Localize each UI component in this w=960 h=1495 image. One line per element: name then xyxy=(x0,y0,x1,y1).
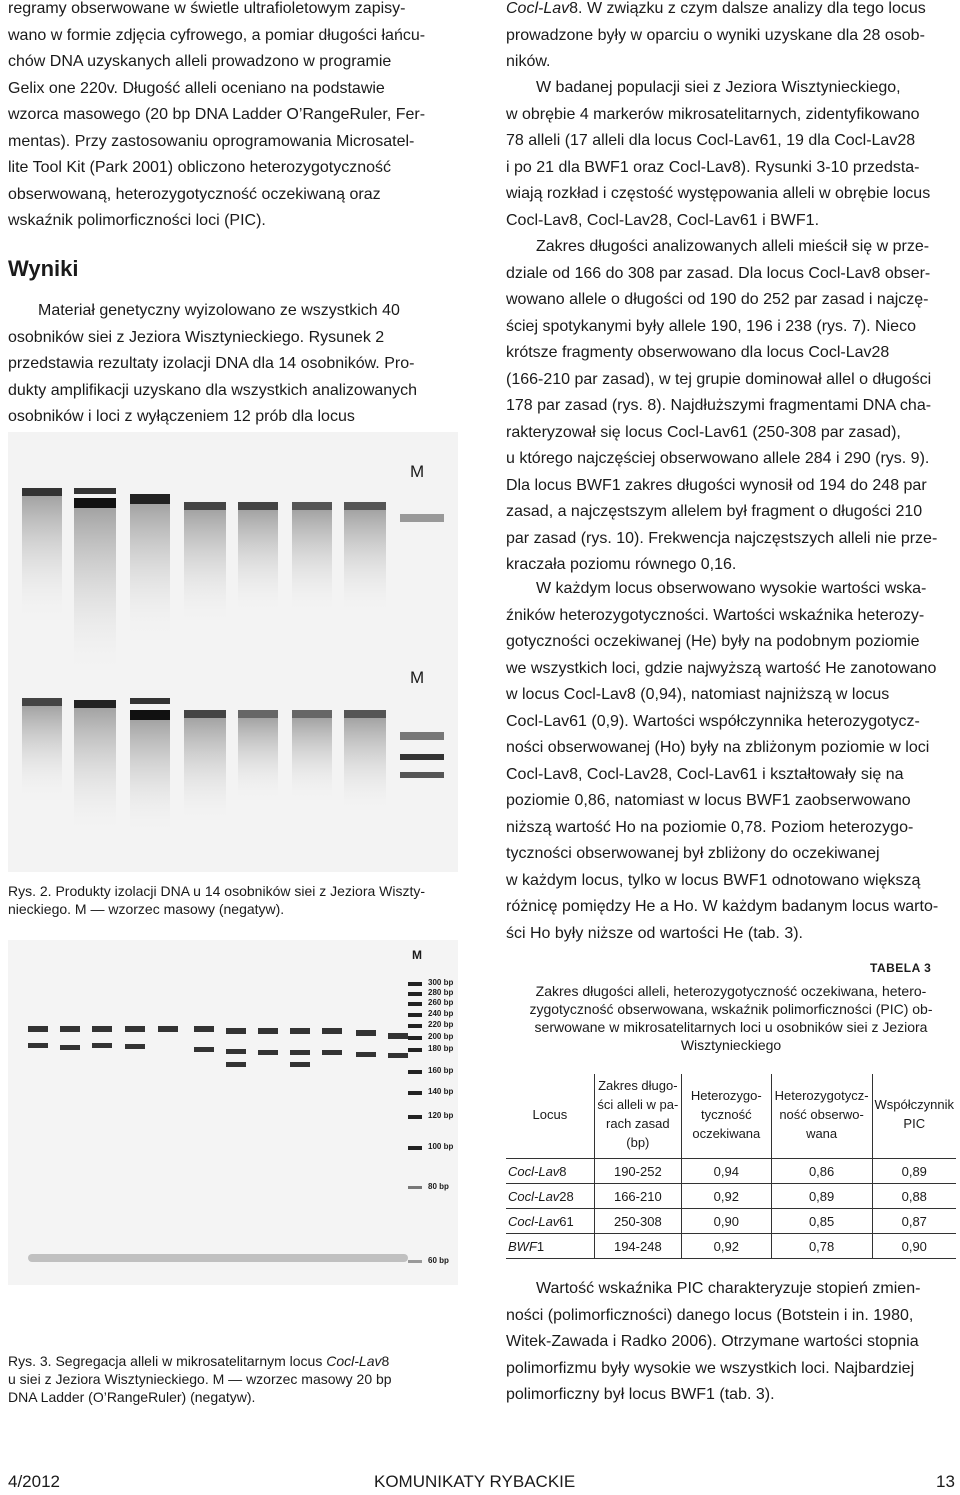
section-heading-wyniki: Wyniki xyxy=(8,256,79,281)
ladder-label: 140 bp xyxy=(428,1087,454,1096)
figure2-marker-bottom: M xyxy=(410,668,425,687)
table-row xyxy=(506,1209,956,1234)
table3-cell-range: 190-252 xyxy=(594,1159,681,1184)
continuation-locus: Cocl-Lav xyxy=(506,0,570,17)
figure3-caption-locus: Cocl-Lav xyxy=(326,1353,382,1369)
figure3-caption-prefix: Rys. 3. Segregacja alleli w mikrosatelitarnym locus xyxy=(8,1353,327,1369)
ladder-label: 300 bp xyxy=(428,978,454,987)
continuation-paragraph xyxy=(506,0,954,76)
figure3-gel-image xyxy=(8,940,458,1285)
figure2-caption: Rys. 2. Produkty izolacji DNA u 14 osobników siei z Jeziora Wiszty- nieckiego. M — wzorzec masowy (negatyw). xyxy=(8,883,426,917)
locus-name: Cocl-Lav xyxy=(508,1188,560,1204)
locus-name: Cocl-Lav xyxy=(508,1163,560,1179)
continuation-text: . W związku z czym dalsze analizy dla tego locus prowadzone były w oparciu o wyniki uzyskane dla 28 osob- ników. xyxy=(506,0,926,70)
table3-cell-pic: 0,88 xyxy=(872,1184,956,1209)
table3-cell-locus xyxy=(506,1159,594,1184)
ladder-label: 80 bp xyxy=(428,1182,449,1191)
figure2-gel-image xyxy=(8,432,458,872)
table3-cell-he: 0,90 xyxy=(681,1209,771,1234)
table-row xyxy=(506,1184,956,1209)
table3-cell-pic: 0,87 xyxy=(872,1209,956,1234)
figure3-caption-rest: u siei z Jeziora Wisztynieckiego. M — wzorzec masowy 20 bp DNA Ladder (O’RangeRuler) (negatyw). xyxy=(8,1371,392,1405)
figure3-marker: M xyxy=(412,948,422,962)
ladder-label: 200 bp xyxy=(428,1032,454,1041)
table-row xyxy=(506,1234,956,1259)
table3-cell-ho: 0,89 xyxy=(771,1184,872,1209)
intro-paragraph: regramy obserwowane w świetle ultrafioletowym zapisy- wano w formie zdjęcia cyfrowego, a pomiar długości łańcu- chów DNA uzyskanych alleli prowadzono w programie Gelix one 220v. Długość alleli oceniano na podstawie wzorca masowego (20 bp DNA Ladder O’RangeRuler, Fer- mentas). Przy zastosowaniu oprogramowania Microsatel- lite Tool Kit (Park 2001) obliczono heterozygotyczność obserwowaną, heterozygotyczność oczekiwaną oraz wskaźnik polimorficzności loci (PIC). xyxy=(8,0,426,229)
table3-cell-he: 0,92 xyxy=(681,1184,771,1209)
table3-header-range: Zakres długo- ści alleli w pa- rach zasad (bp) xyxy=(594,1074,681,1159)
ladder-label: 160 bp xyxy=(428,1066,454,1075)
ladder-label: 180 bp xyxy=(428,1044,454,1053)
locus-number: 1 xyxy=(536,1238,545,1254)
table3-cell-range: 250-308 xyxy=(594,1209,681,1234)
footer-page-number: 13 xyxy=(936,1472,955,1491)
ladder-label: 240 bp xyxy=(428,1009,454,1018)
locus-number: 8 xyxy=(559,1163,567,1179)
table3-header-row xyxy=(506,1074,956,1159)
figure3-ladder-labels xyxy=(428,940,458,1285)
table3-cell-range: 166-210 xyxy=(594,1184,681,1209)
figure3-bottom-smear xyxy=(28,1254,408,1262)
alleles-paragraph: W badanej populacji siei z Jeziora Wisztynieckiego, w obrębie 4 markerów mikrosatelitarnych, zidentyfikowano 78 alleli (17 alleli dla locus Cocl-Lav61, 19 dla Cocl-Lav28 i po 21 dla BWF1 oraz Cocl-Lav8). Rysunki 3-10 przedsta- wiają rozkład i częstość występowania alleli w obrębie locus Cocl-Lav8, Cocl-Lav28, Cocl-Lav61 i BWF1. xyxy=(506,79,931,229)
ladder-label: 280 bp xyxy=(428,988,454,997)
heterozygosity-paragraph: W każdym locus obserwowano wysokie wartości wska- źników heterozygotyczności. Wartości wskaźnika heterozy- gotyczności oczekiwanej (He) były na podobnym poziomie we wszystkich loci, gdzie najwyższą wartość He zanotowano w locus Cocl-Lav8 (0,94), natomiast najniższą w locus Cocl-Lav61 (0,9). Wartości współczynnika heterozygotycz- ności obserwowanej (Ho) były na zbliżonym poziomie w loci Cocl-Lav8, Cocl-Lav28, Cocl-Lav61 i kształtowały się na poziomie 0,86, natomiast w locus BWF1 zaobserwowano niższą wartość Ho na poziomie 0,78. Poziom heterozygo- tyczności obserwowanej był zbliżony do oczekiwanej w każdym locus, tylko w locus BWF1 odnotowano większą różnicę pomiędzy He a Ho. W każdym badanym locus warto- ści Ho były niższe od wartości He (tab. 3). xyxy=(506,580,939,942)
table3-header-ho: Heterozygotycz- ność obserwo- wana xyxy=(771,1074,872,1159)
table3-cell-range: 194-248 xyxy=(594,1234,681,1259)
ladder-label: 260 bp xyxy=(428,998,454,1007)
locus-number: 61 xyxy=(559,1213,574,1229)
locus-name: Cocl-Lav xyxy=(508,1213,560,1229)
figure2-marker-top: M xyxy=(410,462,425,481)
allele-range-paragraph: Zakres długości analizowanych alleli mieścił się w prze- dziale od 166 do 308 par zasad. Dla locus Cocl-Lav8 obser- wowano allele o długości od 190 do 252 par zasad i najczę- ściej spotykanymi były allele 190, 196 i 238 (rys. 7). Nieco krótsze fragmenty obserwowano dla locus Cocl-Lav28 (166-210 par zasad), w tej grupie dominował allel o długości 178 par zasad (rys. 8). Najdłuższymi fragmentami DNA cha- rakteryzował się locus Cocl-Lav61 (250-308 par zasad), u którego najczęściej obserwowano allele 284 i 290 (rys. 9). Dla locus BWF1 zakres długości wynosił od 194 do 248 par zasad, a najczęstszym allelem był fragment o długości 210 par zasad (rys. 10). Frekwencja najczęstszych alleli nie prze- kraczała poziomu równego 0,16. xyxy=(506,238,938,573)
table3-cell-locus xyxy=(506,1234,594,1259)
table3-label: TABELA 3 xyxy=(870,961,932,975)
table3-cell-pic: 0,90 xyxy=(872,1234,956,1259)
continuation-locus-number: 8 xyxy=(569,0,579,17)
table3-cell-ho: 0,78 xyxy=(771,1234,872,1259)
footer-issue: 4/2012 xyxy=(8,1472,60,1491)
table3-header-he: Heterozygo- tyczność oczekiwana xyxy=(681,1074,771,1159)
ladder-label: 60 bp xyxy=(428,1256,449,1265)
table3 xyxy=(506,1074,956,1259)
table3-title: Zakres długości alleli, heterozygotyczność oczekiwana, hetero- zygotyczność obserwowana, wskaźnik polimorficzności (PIC) ob- serwowane w mikrosatelitarnych loci u osobników siei z Jeziora Wisztynieckiego xyxy=(529,983,933,1053)
results-paragraph: Materiał genetyczny wyizolowano ze wszystkich 40 osobników siei z Jeziora Wisztynieckiego. Rysunek 2 przedstawia rezultaty izolacji DNA dla 14 osobników. Pro- dukty amplifikacji uzyskano dla wszystkich analizowanych osobników i loci z wyłączeniem 12 prób dla locus xyxy=(8,302,418,425)
table3-header-locus: Locus xyxy=(506,1074,594,1159)
footer-journal: KOMUNIKATY RYBACKIE xyxy=(374,1472,576,1491)
table3-cell-he: 0,92 xyxy=(681,1234,771,1259)
ladder-label: 120 bp xyxy=(428,1111,454,1120)
pic-paragraph: Wartość wskaźnika PIC charakteryzuje stopień zmien- ności (polimorficzności) danego locus (Botstein i in. 1980, Witek-Zawada i Radko 2006). Otrzymane wartości stopnia polimorfizmu były wysokie we wszystkich loci. Najbardziej polimorficzny był locus BWF1 (tab. 3). xyxy=(506,1280,921,1403)
figure3-gel-svg xyxy=(8,940,458,1285)
figure2-gel-svg xyxy=(8,432,458,872)
table3-cell-locus xyxy=(506,1184,594,1209)
table3-cell-ho: 0,85 xyxy=(771,1209,872,1234)
table3-cell-ho: 0,86 xyxy=(771,1159,872,1184)
ladder-label: 100 bp xyxy=(428,1142,454,1151)
table-row xyxy=(506,1159,956,1184)
table3-cell-pic: 0,89 xyxy=(872,1159,956,1184)
locus-name: BWF xyxy=(508,1238,537,1254)
locus-number: 28 xyxy=(559,1188,574,1204)
table3-cell-locus xyxy=(506,1209,594,1234)
table3-header-pic: Współczynnik PIC xyxy=(872,1074,956,1159)
figure3-caption xyxy=(8,1352,458,1406)
table3-cell-he: 0,94 xyxy=(681,1159,771,1184)
figure3-caption-locus-number: 8 xyxy=(381,1353,390,1369)
ladder-label: 220 bp xyxy=(428,1020,454,1029)
